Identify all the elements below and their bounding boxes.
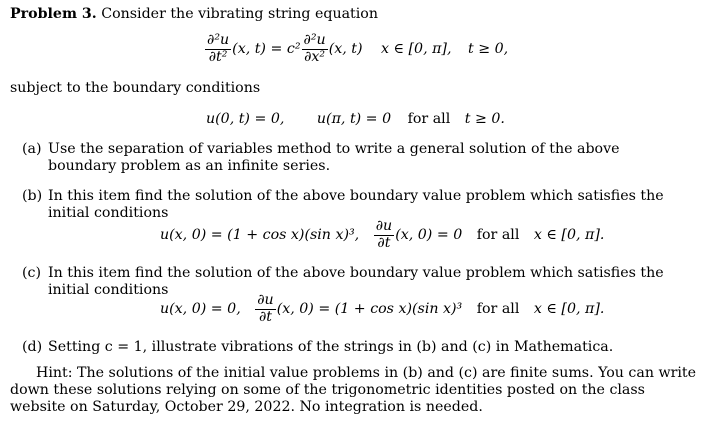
part-a-label: (a): [22, 141, 42, 157]
part-c-ic1: u(x, 0) = 0,: [160, 301, 241, 318]
part-a: [22, 141, 682, 175]
part-b-label: (b): [22, 188, 43, 204]
part-d-text: Setting c = 1, illustrate vibrations of the strings in (b) and (c) in Mathematica.: [48, 339, 614, 355]
pde-domain-x: x ∈ [0, π],: [381, 41, 452, 58]
subject-line: subject to the boundary conditions: [10, 80, 261, 96]
part-b-text: In this item find the solution of the above boundary value problem which satisfies the initial conditions: [48, 188, 664, 222]
part-c-ic2: (x, 0) = (1 + cos x)(sin x)³: [276, 301, 463, 318]
pde-rhs-denominator: ∂x²: [302, 49, 328, 66]
part-c-forall: for all: [476, 301, 520, 318]
part-b-ic2: (x, 0) = 0: [395, 227, 463, 244]
pde-lhs-denominator: ∂t²: [205, 49, 231, 66]
part-c-fraction: [255, 293, 275, 325]
pde-rhs-fraction: [302, 33, 328, 65]
problem-intro: Consider the vibrating string equation: [101, 6, 378, 22]
pde-rhs-numerator: ∂²u: [303, 32, 326, 48]
part-b-initial-conditions: [160, 219, 604, 251]
bc-forall: for all: [407, 111, 451, 127]
pde-rhs-args: (x, t): [328, 41, 363, 58]
part-c-frac-num: ∂u: [257, 292, 274, 308]
problem-heading: Problem 3.: [10, 6, 97, 22]
part-b-xcond: x ∈ [0, π].: [533, 227, 605, 244]
part-c-text: In this item find the solution of the above boundary value problem which satisfies the initial conditions: [48, 265, 664, 299]
part-c-xcond: x ∈ [0, π].: [533, 301, 605, 318]
part-b-frac-den: ∂t: [374, 235, 394, 252]
part-c-label: (c): [22, 265, 42, 281]
problem-intro-line: [10, 6, 710, 23]
part-d: [22, 339, 682, 356]
pde-args: (x, t) = c²: [232, 41, 301, 58]
wave-equation: [204, 33, 508, 65]
bc-left: u(0, t) = 0,: [206, 111, 285, 127]
pde-lhs-numerator: ∂²u: [207, 32, 230, 48]
part-b: [22, 188, 682, 222]
part-a-text: Use the separation of variables method to write a general solution of the above boundary problem as an infinite series.: [48, 141, 620, 175]
part-b-fraction: [374, 219, 394, 251]
part-b-frac-num: ∂u: [375, 218, 393, 234]
pde-lhs-fraction: [205, 33, 231, 65]
part-b-forall: for all: [476, 227, 520, 244]
part-c-frac-den: ∂t: [255, 309, 275, 326]
boundary-conditions: [206, 111, 505, 128]
pde-domain-t: t ≥ 0,: [468, 41, 509, 58]
bc-tcond: t ≥ 0.: [464, 111, 505, 127]
bc-right: u(π, t) = 0: [316, 111, 392, 127]
part-c-initial-conditions: [160, 293, 604, 325]
part-d-label: (d): [22, 339, 43, 355]
hint-paragraph: Hint: The solutions of the initial value problems in (b) and (c) are finite sums. You can write down these solutions relying on some of the trigonometric identities posted on the class website on Saturday, October 29, 2022. No integration is needed.: [10, 365, 697, 416]
part-b-ic1: u(x, 0) = (1 + cos x)(sin x)³,: [160, 227, 360, 244]
